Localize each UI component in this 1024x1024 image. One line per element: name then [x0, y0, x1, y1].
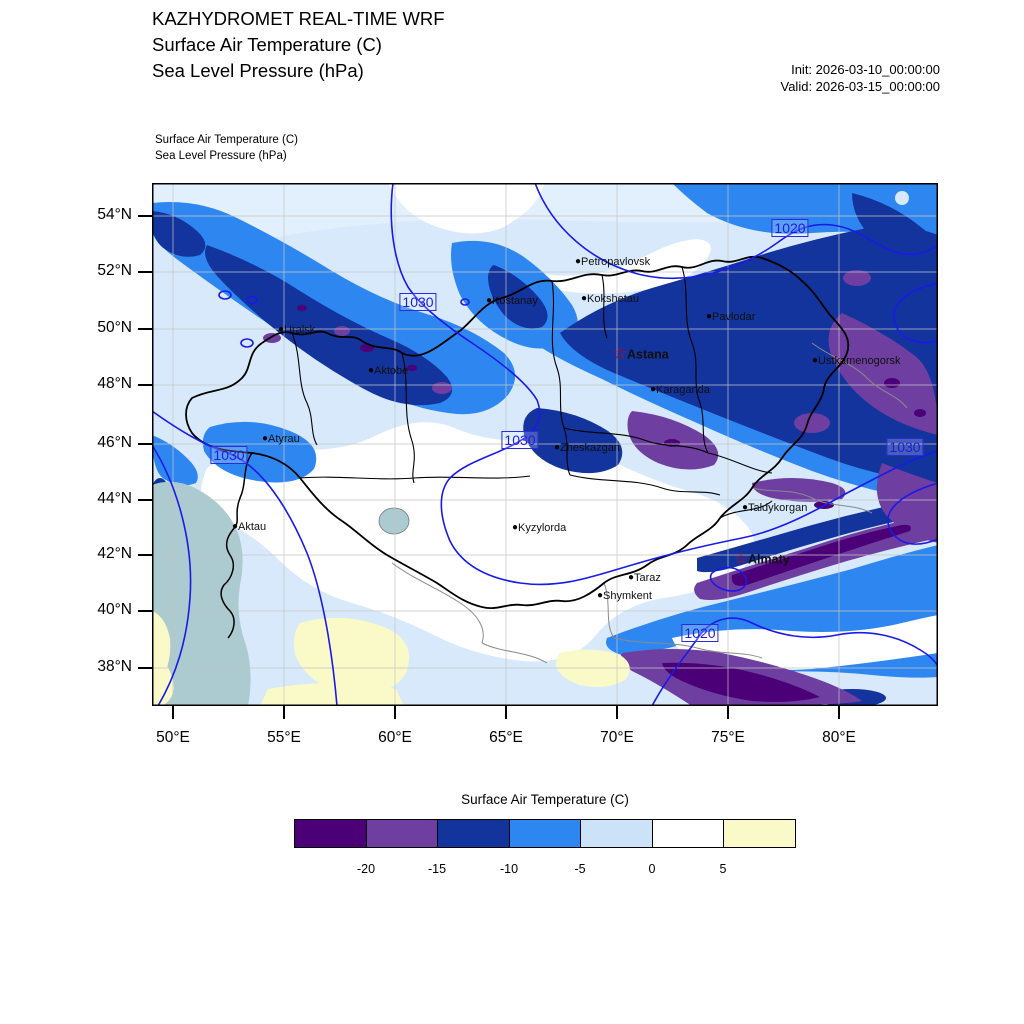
title-line-1: KAZHYDROMET REAL-TIME WRF — [152, 8, 445, 29]
city-marker-icon: ● — [596, 589, 604, 601]
city-label: Kostanay — [492, 294, 538, 307]
lon-tick-mark — [283, 706, 285, 719]
lon-tick-label: 60°E — [378, 729, 412, 746]
city-marker-icon: ● — [705, 310, 713, 322]
colorbar-tick-label: 0 — [648, 862, 656, 876]
colorbar-segment — [438, 820, 510, 847]
city-marker-icon: ● — [511, 521, 519, 533]
city-label: Taraz — [634, 571, 661, 584]
map-caption-line-2: Sea Level Pressure (hPa) — [155, 149, 287, 162]
pressure-label: 1030 — [399, 293, 436, 311]
lon-tick-label: 55°E — [267, 729, 301, 746]
pressure-label: 1020 — [771, 219, 808, 237]
map-caption — [155, 133, 298, 164]
lat-tick-mark — [138, 271, 152, 273]
city-marker-icon: ☆ — [733, 550, 749, 568]
city-label: Almaty — [748, 552, 790, 567]
city-label: Aktau — [238, 520, 267, 533]
city-label: Zheskazgan — [560, 441, 620, 454]
colorbar-segment — [653, 820, 725, 847]
lon-tick-mark — [394, 706, 396, 719]
lat-tick-label: 46°N — [97, 434, 132, 452]
city-label: Karaganda — [656, 383, 710, 396]
city-label: Astana — [627, 347, 669, 362]
lon-tick-label: 70°E — [600, 729, 634, 746]
colorbar-segment — [295, 820, 367, 847]
valid-time: Valid: 2026-03-15_00:00:00 — [780, 79, 940, 94]
lat-tick-mark — [138, 443, 152, 445]
city-marker-icon: ● — [485, 294, 493, 306]
lat-tick-mark — [138, 215, 152, 217]
city-marker-icon: ● — [574, 255, 582, 267]
title-line-3: Sea Level Pressure (hPa) — [152, 60, 364, 81]
city-marker-icon: ● — [627, 571, 635, 583]
lat-tick-mark — [138, 667, 152, 669]
map-caption-line-1: Surface Air Temperature (C) — [155, 134, 298, 146]
title-line-2: Surface Air Temperature (C) — [152, 34, 382, 55]
colorbar-segment — [581, 820, 653, 847]
colorbar-tick-label: -15 — [427, 862, 447, 876]
page-title — [152, 6, 445, 84]
city-marker-icon: ● — [811, 354, 819, 366]
lat-tick-mark — [138, 384, 152, 386]
city-marker-icon: ☆ — [612, 345, 628, 363]
city-label: Petropavlovsk — [581, 255, 651, 268]
lon-tick-mark — [727, 706, 729, 719]
lon-tick-label: 80°E — [822, 729, 856, 746]
city-label: Atyrau — [268, 432, 300, 445]
colorbar-title: Surface Air Temperature (C) — [461, 792, 629, 807]
init-time: Init: 2026-03-10_00:00:00 — [791, 62, 940, 77]
colorbar-segment — [367, 820, 439, 847]
lon-tick-mark — [616, 706, 618, 719]
lon-tick-label: 50°E — [156, 729, 190, 746]
colorbar-tick-label: 5 — [719, 862, 727, 876]
city-label: Uralsk — [284, 323, 316, 336]
lat-tick-label: 50°N — [97, 319, 132, 337]
colorbar — [294, 819, 796, 848]
city-marker-icon: ● — [553, 441, 561, 453]
lat-tick-mark — [138, 610, 152, 612]
pressure-label: 1020 — [681, 624, 718, 642]
city-marker-icon: ● — [367, 364, 375, 376]
city-label: Shymkent — [603, 589, 652, 602]
colorbar-segment — [724, 820, 795, 847]
colorbar-tick-label: -10 — [499, 862, 519, 876]
map-overlay — [152, 183, 938, 706]
colorbar-tick-label: -5 — [574, 862, 586, 876]
city-label: Ustkamenogorsk — [818, 354, 901, 367]
lat-tick-label: 52°N — [97, 262, 132, 280]
city-marker-icon: ● — [231, 520, 239, 532]
pressure-label: 1030 — [886, 438, 923, 456]
lon-tick-label: 65°E — [489, 729, 523, 746]
city-marker-icon: ● — [580, 292, 588, 304]
lat-tick-mark — [138, 554, 152, 556]
city-label: Taldykorgan — [748, 501, 808, 514]
lon-tick-mark — [505, 706, 507, 719]
lat-tick-mark — [138, 499, 152, 501]
colorbar-segment — [510, 820, 582, 847]
run-times — [781, 61, 941, 95]
city-label: Pavlodar — [712, 310, 756, 323]
city-marker-icon: ● — [277, 323, 285, 335]
city-marker-icon: ● — [741, 501, 749, 513]
lat-tick-label: 40°N — [97, 601, 132, 619]
city-marker-icon: ● — [261, 432, 269, 444]
lat-tick-label: 42°N — [97, 545, 132, 563]
lon-tick-label: 75°E — [711, 729, 745, 746]
lat-tick-mark — [138, 328, 152, 330]
lon-tick-mark — [172, 706, 174, 719]
city-marker-icon: ● — [649, 383, 657, 395]
colorbar-tick-label: -20 — [356, 862, 376, 876]
lat-tick-label: 44°N — [97, 490, 132, 508]
pressure-label: 1030 — [210, 446, 247, 464]
lat-tick-label: 54°N — [97, 206, 132, 224]
lon-tick-mark — [838, 706, 840, 719]
city-label: Kyzylorda — [518, 521, 567, 534]
city-label: Kokshetau — [587, 292, 639, 305]
lat-tick-label: 38°N — [97, 658, 132, 676]
city-label: Aktobe — [374, 364, 409, 377]
lat-tick-label: 48°N — [97, 375, 132, 393]
pressure-label: 1030 — [501, 431, 538, 449]
